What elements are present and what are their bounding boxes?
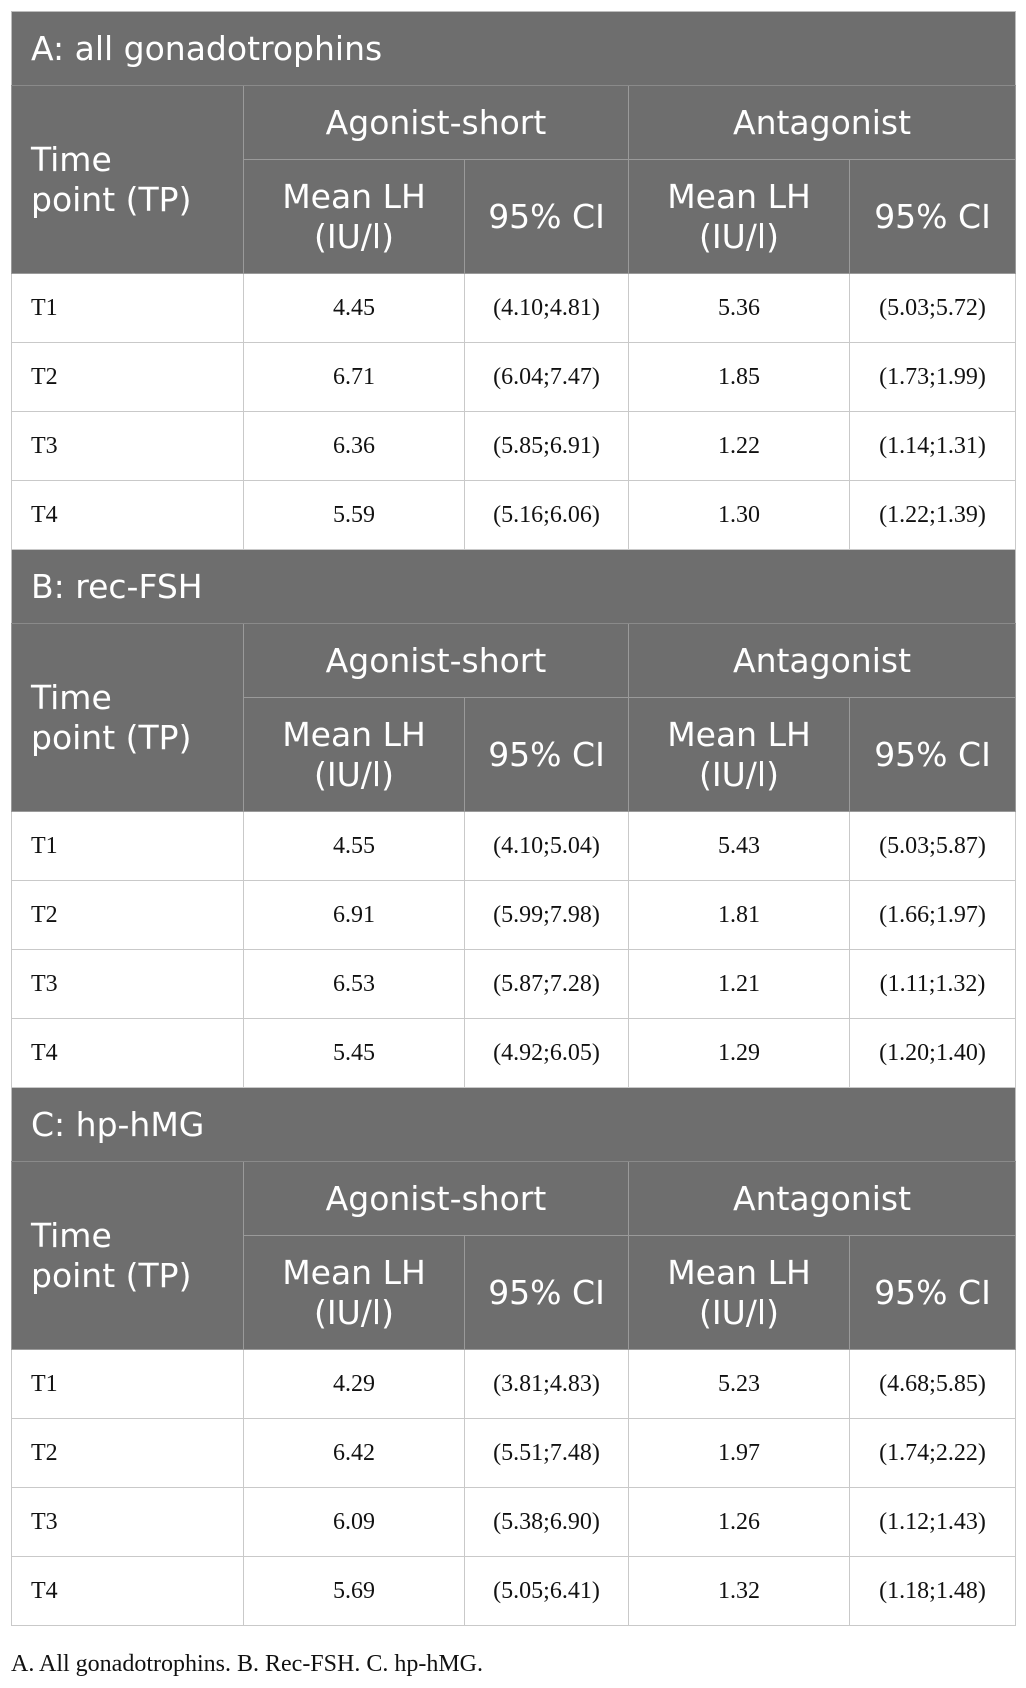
antagonist-mean-lh-header: Mean LH (IU/l) [629,698,850,812]
table-row [12,1019,1016,1088]
antagonist-ci: (1.20;1.40) [850,1019,1016,1088]
time-point: T2 [12,881,244,950]
time-point: T3 [12,950,244,1019]
table-row [12,950,1016,1019]
antagonist-mean-lh: 1.26 [629,1488,850,1557]
antagonist-mean-lh-header: Mean LH (IU/l) [629,1236,850,1350]
time-point: T1 [12,1350,244,1419]
agonist-mean-lh-header: Mean LH (IU/l) [244,160,465,274]
section-title: B: rec-FSH [12,550,1016,624]
agonist-ci-header: 95% CI [465,1236,629,1350]
mean-lh-table [11,11,1016,1626]
agonist-ci: (3.81;4.83) [465,1350,629,1419]
agonist-ci: (5.38;6.90) [465,1488,629,1557]
section-a [12,12,1016,550]
table-footnote: A. All gonadotrophins. B. Rec-FSH. C. hp-hMG. [11,1651,484,1677]
agonist-ci: (5.87;7.28) [465,950,629,1019]
table-row [12,812,1016,881]
time-point: T4 [12,1557,244,1626]
antagonist-ci: (1.12;1.43) [850,1488,1016,1557]
antagonist-mean-lh: 1.21 [629,950,850,1019]
agonist-mean-lh: 4.29 [244,1350,465,1419]
antagonist-mean-lh: 1.81 [629,881,850,950]
antagonist-ci: (5.03;5.72) [850,274,1016,343]
agonist-mean-lh: 5.69 [244,1557,465,1626]
antagonist-ci-header: 95% CI [850,698,1016,812]
agonist-mean-lh: 6.09 [244,1488,465,1557]
antagonist-mean-lh: 1.30 [629,481,850,550]
antagonist-ci: (1.66;1.97) [850,881,1016,950]
agonist-ci: (4.10;5.04) [465,812,629,881]
agonist-mean-lh: 5.45 [244,1019,465,1088]
antagonist-ci: (4.68;5.85) [850,1350,1016,1419]
time-point-header: Time point (TP) [12,1162,244,1350]
antagonist-ci-header: 95% CI [850,160,1016,274]
agonist-ci-header: 95% CI [465,698,629,812]
agonist-ci-header: 95% CI [465,160,629,274]
section-title: C: hp-hMG [12,1088,1016,1162]
agonist-mean-lh: 4.55 [244,812,465,881]
time-point: T2 [12,1419,244,1488]
agonist-mean-lh: 6.36 [244,412,465,481]
table-row [12,881,1016,950]
time-point: T4 [12,1019,244,1088]
antagonist-ci: (5.03;5.87) [850,812,1016,881]
agonist-ci: (6.04;7.47) [465,343,629,412]
time-point-header: Time point (TP) [12,624,244,812]
agonist-mean-lh: 6.53 [244,950,465,1019]
antagonist-ci: (1.22;1.39) [850,481,1016,550]
agonist-ci: (5.51;7.48) [465,1419,629,1488]
table-row [12,412,1016,481]
antagonist-mean-lh-header: Mean LH (IU/l) [629,160,850,274]
table-row [12,1419,1016,1488]
antagonist-mean-lh: 1.22 [629,412,850,481]
table-row [12,274,1016,343]
section-c [12,1088,1016,1626]
agonist-mean-lh: 4.45 [244,274,465,343]
time-point: T1 [12,274,244,343]
time-point: T3 [12,412,244,481]
antagonist-mean-lh: 1.85 [629,343,850,412]
antagonist-header: Antagonist [629,624,1016,698]
agonist-ci: (5.85;6.91) [465,412,629,481]
antagonist-ci: (1.74;2.22) [850,1419,1016,1488]
agonist-mean-lh: 5.59 [244,481,465,550]
time-point-header: Time point (TP) [12,86,244,274]
agonist-mean-lh: 6.71 [244,343,465,412]
antagonist-header: Antagonist [629,1162,1016,1236]
agonist-short-header: Agonist-short [244,1162,629,1236]
antagonist-ci: (1.11;1.32) [850,950,1016,1019]
table-row [12,343,1016,412]
time-point: T4 [12,481,244,550]
agonist-ci: (5.99;7.98) [465,881,629,950]
table-row [12,481,1016,550]
antagonist-ci: (1.18;1.48) [850,1557,1016,1626]
lh-table-container [11,11,1015,1626]
table-row [12,1557,1016,1626]
table-row [12,1488,1016,1557]
agonist-mean-lh: 6.42 [244,1419,465,1488]
section-b [12,550,1016,1088]
section-title: A: all gonadotrophins [12,12,1016,86]
agonist-mean-lh-header: Mean LH (IU/l) [244,1236,465,1350]
agonist-ci: (4.92;6.05) [465,1019,629,1088]
antagonist-mean-lh: 1.32 [629,1557,850,1626]
antagonist-ci-header: 95% CI [850,1236,1016,1350]
antagonist-ci: (1.14;1.31) [850,412,1016,481]
antagonist-mean-lh: 5.43 [629,812,850,881]
antagonist-mean-lh: 1.29 [629,1019,850,1088]
time-point: T1 [12,812,244,881]
agonist-short-header: Agonist-short [244,624,629,698]
time-point: T2 [12,343,244,412]
agonist-ci: (5.16;6.06) [465,481,629,550]
agonist-short-header: Agonist-short [244,86,629,160]
agonist-ci: (5.05;6.41) [465,1557,629,1626]
time-point: T3 [12,1488,244,1557]
antagonist-mean-lh: 5.36 [629,274,850,343]
antagonist-mean-lh: 1.97 [629,1419,850,1488]
antagonist-ci: (1.73;1.99) [850,343,1016,412]
table-row [12,1350,1016,1419]
agonist-mean-lh: 6.91 [244,881,465,950]
agonist-ci: (4.10;4.81) [465,274,629,343]
agonist-mean-lh-header: Mean LH (IU/l) [244,698,465,812]
antagonist-mean-lh: 5.23 [629,1350,850,1419]
antagonist-header: Antagonist [629,86,1016,160]
